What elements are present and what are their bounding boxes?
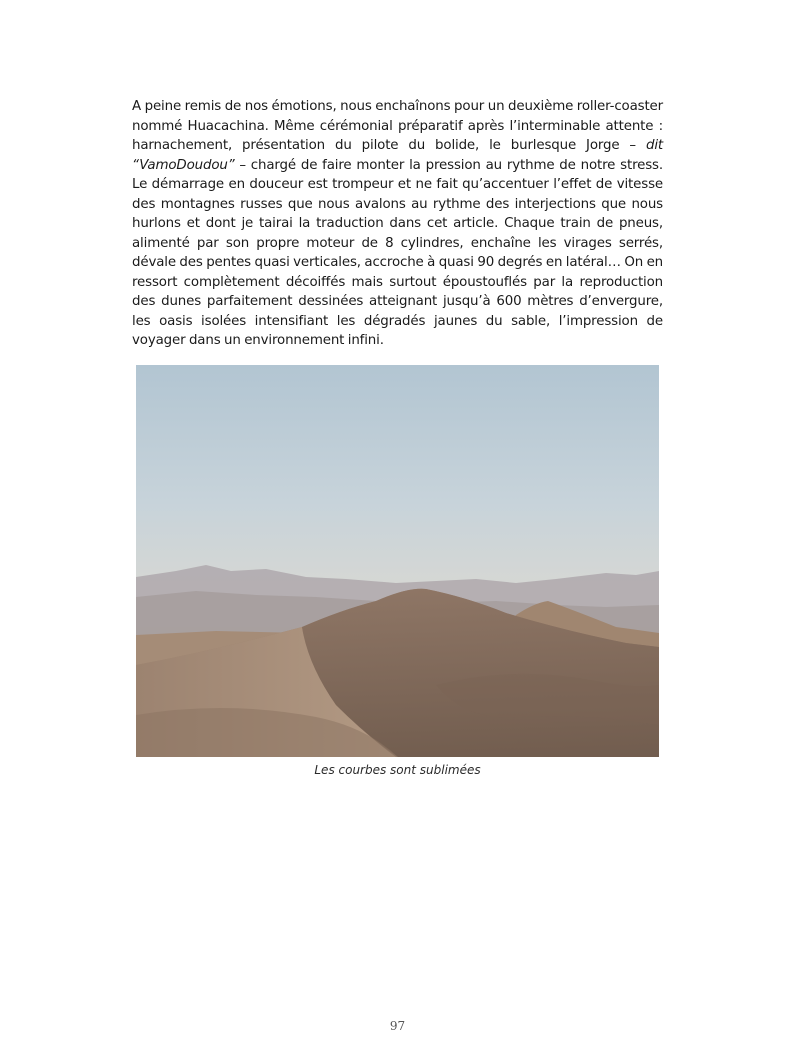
page-number: 97 bbox=[389, 1019, 406, 1033]
paragraph-text-start: A peine remis de nos émotions, nous enchaînons pour un deuxième roller-coaster nommé Huacachina. Même cérémonial préparatif après l’interminable attente : harnachement, présentation du pilote du bolide, le burlesque Jorge – bbox=[132, 99, 663, 153]
nickname-italic: dit “VamoDoudou” bbox=[132, 138, 663, 173]
article-paragraph bbox=[132, 97, 663, 351]
paragraph-text-end: – chargé de faire monter la pression au rythme de notre stress. Le démarrage en douceur est trompeur et ne fait qu’accentuer l’effet de vitesse des montagnes russes que nous avalons au rythme des interjections que nous hurlons et dont je tairai la traduction dans cet article. Chaque train de pneus, alimenté par son propre moteur de 8 cylindres, enchaîne les virages serrés, dévale des pentes quasi verticales, accroche à quasi 90 degrés en latéral… On en ressort complètement décoiffés mais surtout époustouflés par la reproduction des dunes parfaitement dessinées atteignant jusqu’à 600 mètres d’envergure, les oasis isolées intensifiant les dégradés jaunes du sable, l’impression de voyager dans un environnement infini. bbox=[132, 157, 663, 348]
dune-photo bbox=[136, 365, 659, 757]
figure-caption: Les courbes sont sublimées bbox=[314, 763, 481, 777]
